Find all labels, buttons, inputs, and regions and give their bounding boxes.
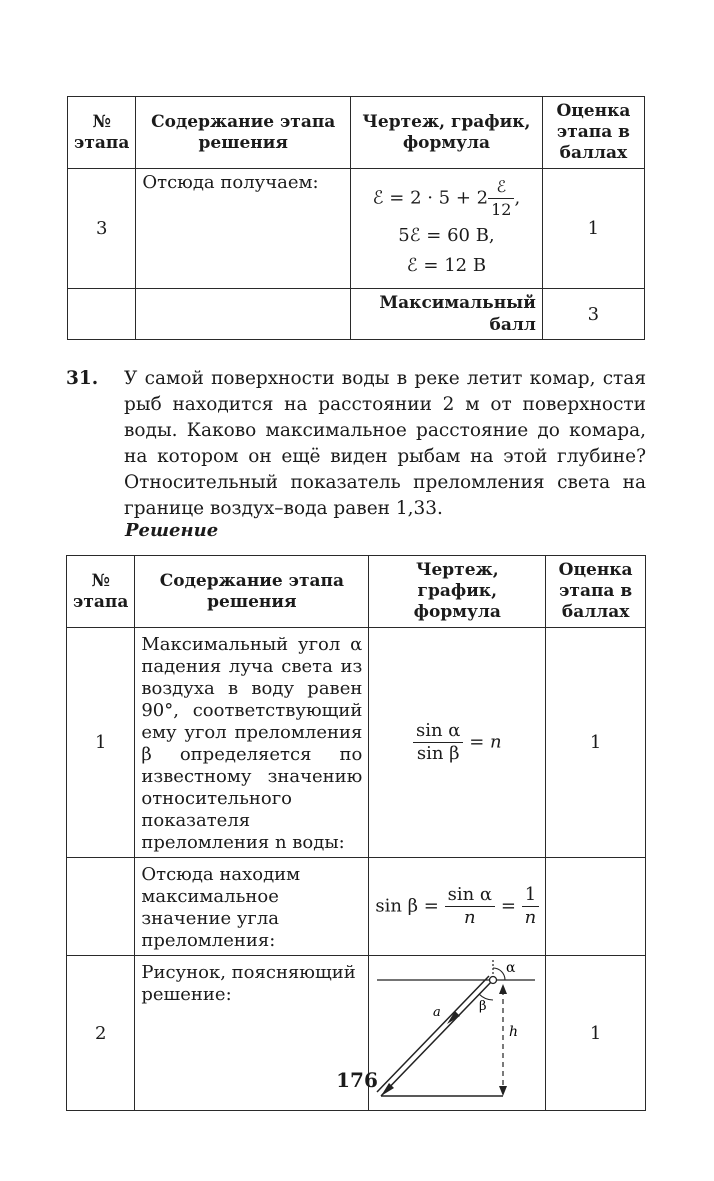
stage-number: 3: [68, 169, 136, 289]
stage-content: Отсюда получаем:: [136, 169, 351, 289]
stage-score: 1: [542, 169, 644, 289]
table-row-max-score: [68, 289, 645, 340]
fraction-numerator: sin α: [445, 884, 495, 907]
fraction-numerator: sin α: [413, 720, 463, 743]
empty-cell: [68, 289, 136, 340]
table-row: [68, 169, 645, 289]
fraction-numerator: 1: [522, 884, 540, 907]
stage-content: Рисунок, поясняющий решение:: [135, 956, 369, 1111]
max-score-label: [351, 289, 543, 340]
header-stage-number: № этапа: [68, 97, 136, 169]
page-number: 176: [336, 1068, 378, 1092]
header-stage-content: Содержание этапа решения: [136, 97, 351, 169]
depth-arrow-top: [499, 984, 507, 994]
stage-score: 1: [546, 628, 646, 858]
empty-cell: [67, 858, 135, 956]
problem-31: [66, 366, 646, 522]
header-stage-number: № этапа: [67, 556, 135, 628]
empty-cell: [546, 858, 646, 956]
fraction-denominator: n: [524, 907, 537, 928]
formula-lhs: sin β =: [375, 895, 439, 917]
stage-formula: [369, 628, 546, 858]
max-score-value: 3: [542, 289, 644, 340]
fraction-sin-ratio: [413, 720, 463, 765]
problem-text: У самой поверхности воды в реке летит комар, стая рыб находится на расстоянии 2 м от поверхности воды. Каково максимальное расстояние до комара, на котором он ещё виден рыбам на этой глубине? Относительный показатель преломления света на границе воздух–вода равен 1,33.: [124, 368, 646, 519]
stage-content: Максимальный угол α падения луча света из воздуха в воду равен 90°, соответствующий ему угол преломления β определяется по известному значению относительного показателя преломления n воды:: [135, 628, 369, 858]
a-label: a: [433, 1005, 442, 1020]
table-row: [67, 858, 646, 956]
stage-number: 2: [67, 956, 135, 1111]
stage-formula: [369, 858, 546, 956]
stage-formula: [351, 169, 543, 289]
max-score-label-text: Максимальный балл: [379, 293, 536, 335]
table-row: [67, 628, 646, 858]
header-drawing-formula: Чертеж, график, формула: [351, 97, 543, 169]
stage-content: Отсюда находим максимальное значение угла преломления:: [135, 858, 369, 956]
header-drawing-formula: Чертеж, график, формула: [369, 556, 546, 628]
formula-suffix: ,: [514, 187, 521, 209]
formula-line-3: ℰ = 12 В: [406, 255, 487, 276]
fraction-2: [522, 884, 540, 929]
beta-label: β: [479, 999, 487, 1014]
fraction: [488, 176, 514, 221]
table-header-row: [67, 556, 646, 628]
h-label: h: [509, 1024, 519, 1040]
table-solution: [66, 555, 646, 1111]
fraction-denominator: n: [464, 907, 476, 928]
formula-line-2: 5ℰ = 60 В,: [398, 225, 495, 246]
formula-rhs: = n: [469, 731, 502, 753]
header-score: Оценка этапа в баллах: [542, 97, 644, 169]
fraction-denominator: 12: [491, 200, 512, 219]
formula-line-1: [357, 176, 536, 221]
fraction-1: [445, 884, 495, 929]
header-stage-content: Содержание этапа решения: [135, 556, 369, 628]
solution-heading: Решение: [125, 520, 219, 541]
formula-equals: =: [500, 895, 516, 917]
stage-score: 1: [546, 956, 646, 1111]
table-header-row: [68, 97, 645, 169]
table-stage-3: [67, 96, 645, 340]
mosquito-point: [490, 977, 497, 984]
formula-prefix: ℰ = 2 · 5 + 2: [372, 187, 489, 209]
alpha-label: α: [506, 960, 516, 976]
fraction-denominator: sin β: [416, 743, 460, 764]
problem-number: 31.: [66, 368, 99, 389]
fraction-numerator: ℰ: [488, 176, 514, 199]
header-score: Оценка этапа в баллах: [546, 556, 646, 628]
stage-number: 1: [67, 628, 135, 858]
empty-cell: [136, 289, 351, 340]
